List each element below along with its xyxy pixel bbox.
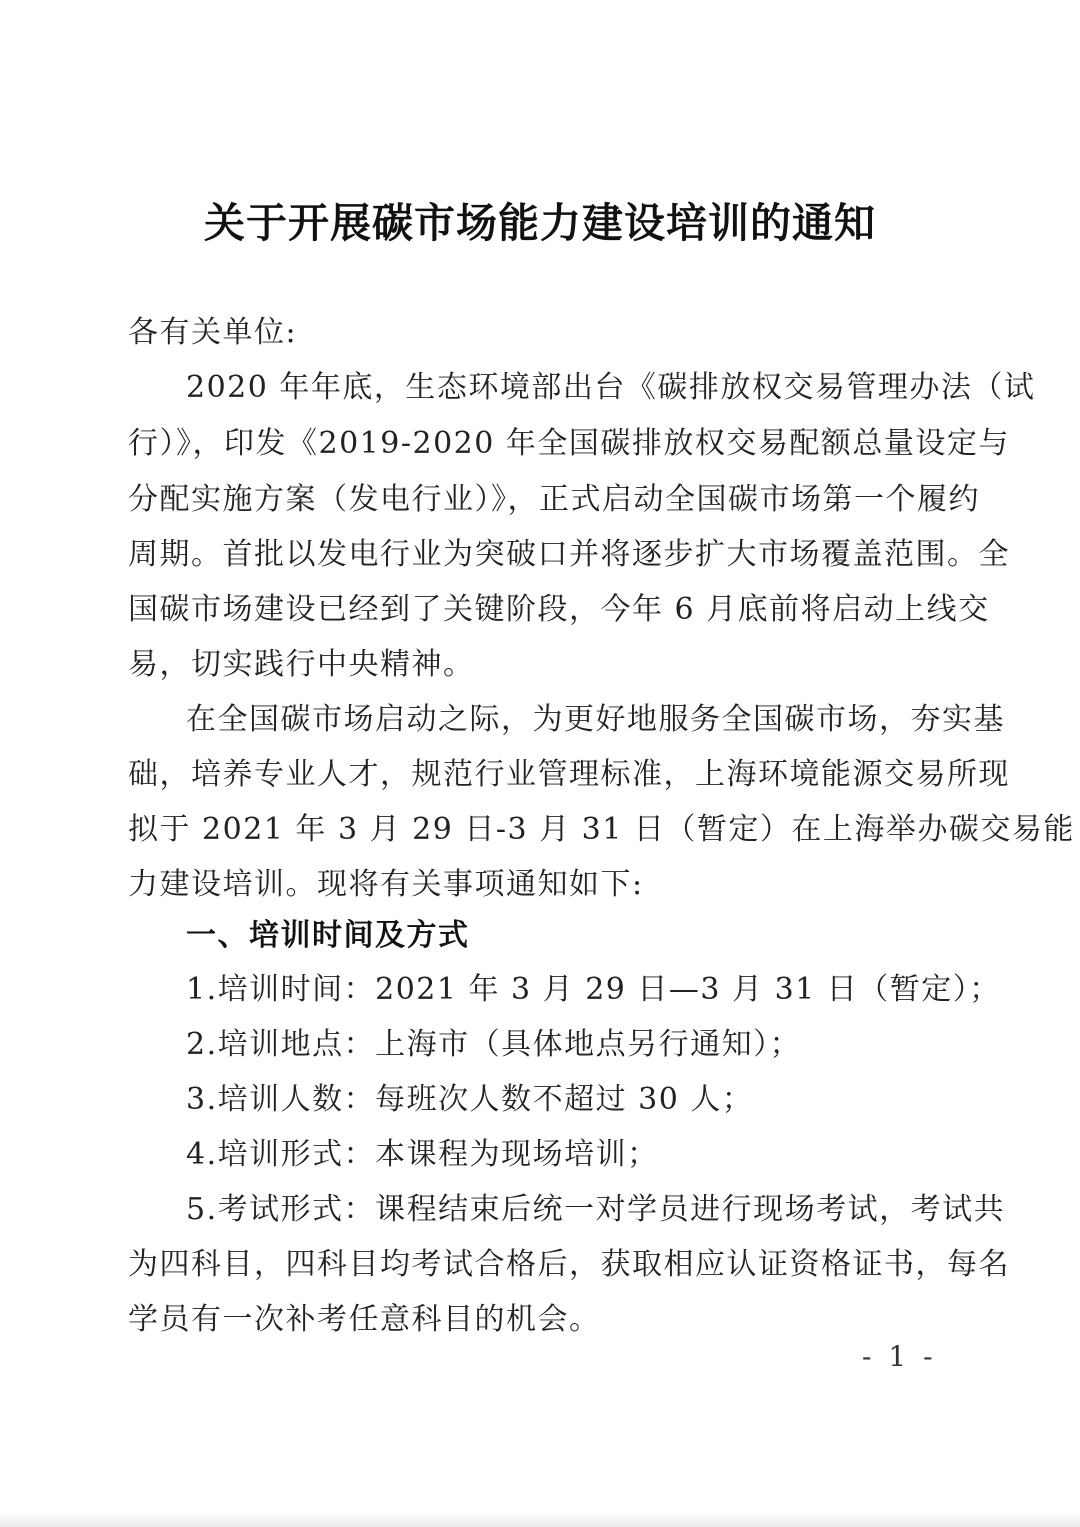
list-item: 1.培训时间：2021 年 3 月 29 日—3 月 31 日（暂定）； (186, 972, 1001, 1007)
paragraph-line: 分配实施方案（发电行业）》，正式启动全国碳市场第一个履约 (128, 482, 980, 517)
list-item: 2.培训地点：上海市（具体地点另行通知）； (186, 1027, 802, 1062)
paragraph-line: 周期。首批以发电行业为突破口并将逐步扩大市场覆盖范围。全 (128, 537, 1010, 572)
paragraph-line: 在全国碳市场启动之际，为更好地服务全国碳市场，夯实基 (186, 702, 1005, 737)
section-heading: 一、培训时间及方式 (186, 918, 470, 953)
paragraph-line: 力建设培训。现将有关事项通知如下: (128, 867, 644, 902)
paragraph-line: 易，切实践行中央精神。 (128, 647, 475, 682)
paragraph-line: 国碳市场建设已经到了关键阶段，今年 6 月底前将启动上线交 (128, 592, 990, 627)
salutation: 各有关单位: (128, 315, 298, 350)
paragraph-line: 础，培养专业人才，规范行业管理标准，上海环境能源交易所现 (128, 757, 1010, 792)
list-item-continuation: 学员有一次补考任意科目的机会。 (128, 1302, 601, 1337)
paragraph-line: 行）》，印发《2019-2020 年全国碳排放权交易配额总量设定与 (128, 426, 1010, 461)
page-number: - 1 - (862, 1340, 937, 1373)
document-title: 关于开展碳市场能力建设培训的通知 (204, 199, 876, 247)
list-item: 4.培训形式：本课程为现场培训； (186, 1137, 659, 1172)
list-item: 3.培训人数：每班次人数不超过 30 人； (186, 1082, 754, 1117)
list-item: 5.考试形式：课程结束后统一对学员进行现场考试，考试共 (186, 1192, 1006, 1227)
paragraph-line: 2020 年年底，生态环境部出台《碳排放权交易管理办法（试 (186, 370, 1036, 405)
paragraph-line: 拟于 2021 年 3 月 29 日-3 月 31 日（暂定）在上海举办碳交易能 (128, 812, 1075, 847)
list-item-continuation: 为四科目，四科目均考试合格后，获取相应认证资格证书，每名 (128, 1247, 1010, 1282)
page-bottom-edge (0, 1513, 1080, 1527)
